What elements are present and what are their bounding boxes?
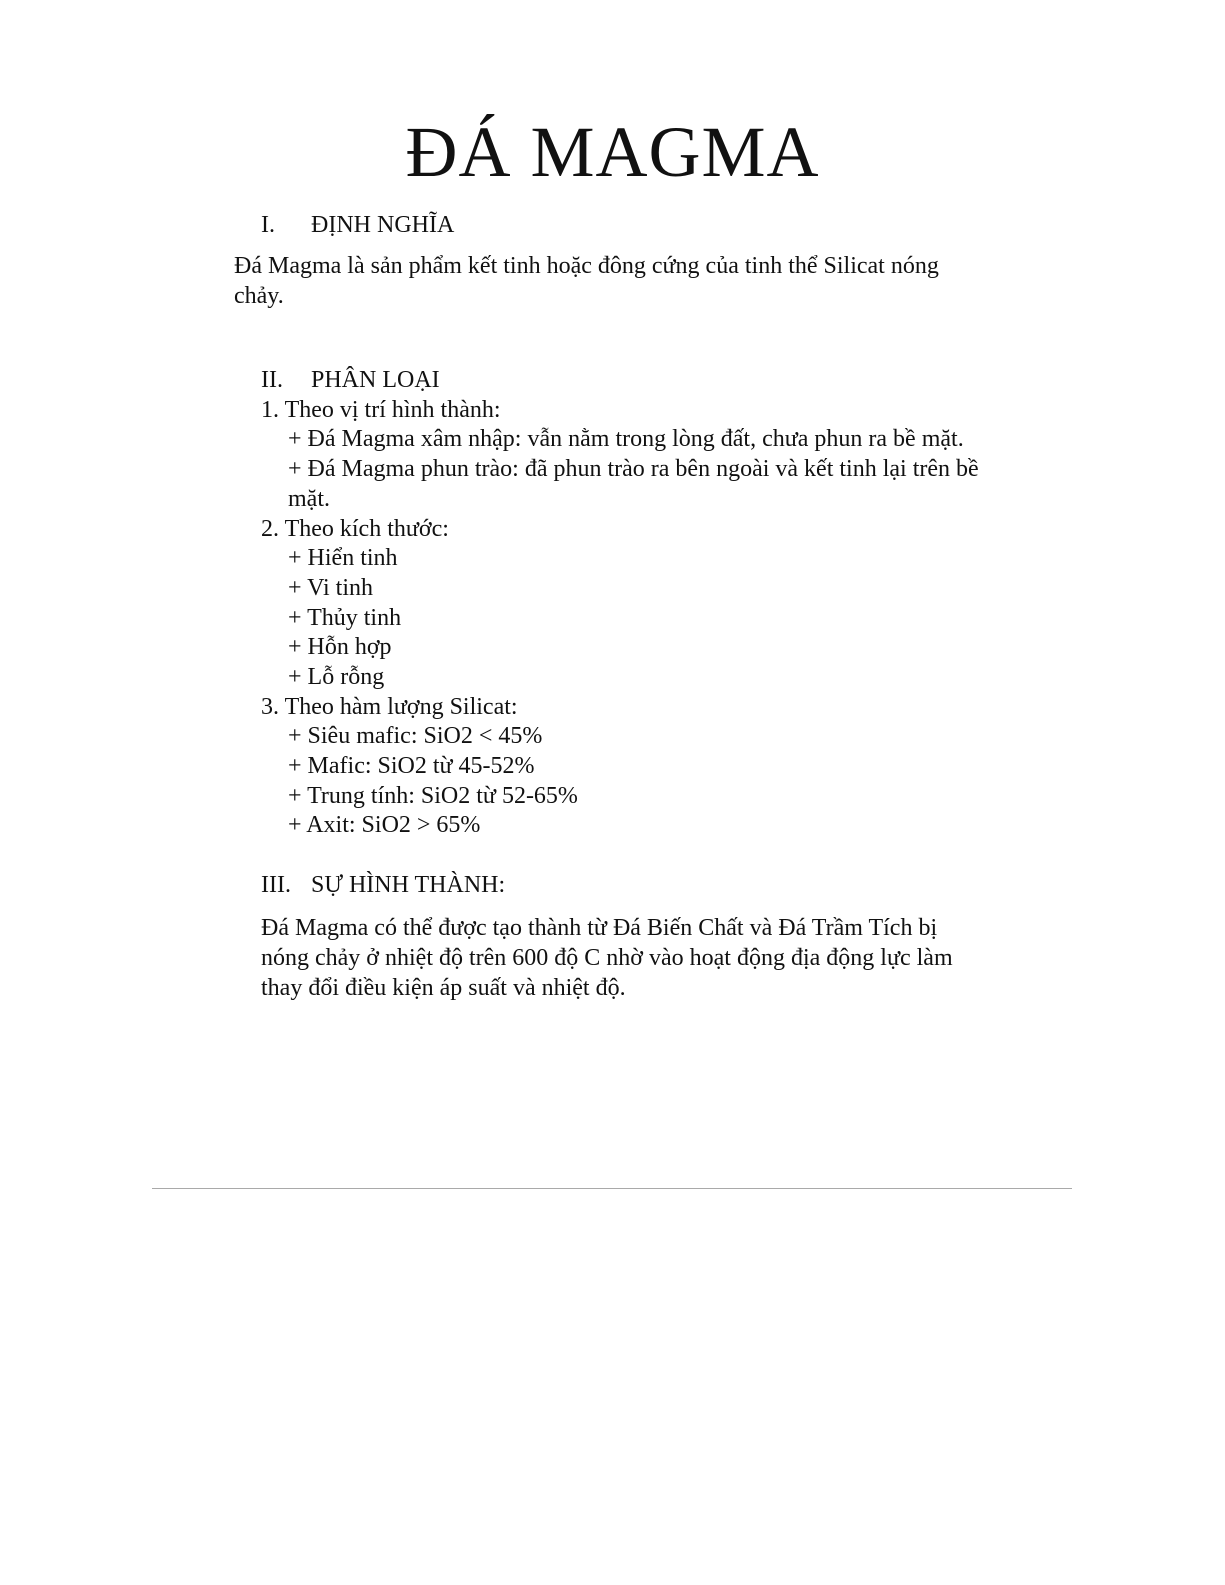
list-item: + Vi tinh [288, 575, 373, 601]
list-group-label: 3. Theo hàm lượng Silicat: [261, 694, 518, 720]
list-item: + Thủy tinh [288, 605, 402, 631]
section-2-number: II. [261, 367, 283, 393]
section-3-paragraph-line: Đá Magma có thể được tạo thành từ Đá Biến Chất và Đá Trầm Tích bị [261, 915, 938, 941]
list-item: + Trung tính: SiO2 từ 52-65% [288, 783, 578, 809]
list-item: + Đá Magma phun trào: đã phun trào ra bên ngoài và kết tinh lại trên bề [288, 456, 979, 482]
list-item: + Lỗ rỗng [288, 664, 385, 690]
list-group-label: 2. Theo kích thước: [261, 516, 449, 542]
list-item: + Mafic: SiO2 từ 45-52% [288, 753, 535, 779]
section-1-paragraph-line: chảy. [234, 283, 284, 309]
section-1-title: ĐỊNH NGHĨA [311, 212, 455, 238]
list-item: + Hỗn hợp [288, 634, 392, 660]
section-1-heading [261, 210, 454, 240]
document-title: ĐÁ MAGMA [405, 112, 820, 192]
page-break-divider [152, 1188, 1072, 1189]
list-item: mặt. [288, 486, 330, 512]
section-3-paragraph-line: thay đổi điều kiện áp suất và nhiệt độ. [261, 975, 626, 1001]
section-1-number: I. [261, 212, 275, 238]
list-item: + Đá Magma xâm nhập: vẫn nằm trong lòng đất, chưa phun ra bề mặt. [288, 426, 964, 452]
section-2-heading [261, 365, 440, 395]
list-group-label: 1. Theo vị trí hình thành: [261, 397, 501, 423]
list-item: + Hiển tinh [288, 545, 398, 571]
section-3-title: SỰ HÌNH THÀNH: [311, 872, 506, 898]
section-2-title: PHÂN LOẠI [311, 367, 440, 393]
section-3-heading [261, 870, 505, 900]
section-3-paragraph-line: nóng chảy ở nhiệt độ trên 600 độ C nhờ vào hoạt động địa động lực làm [261, 945, 953, 971]
list-item: + Axit: SiO2 > 65% [288, 812, 481, 838]
section-1-paragraph-line: Đá Magma là sản phẩm kết tinh hoặc đông cứng của tinh thể Silicat nóng [234, 253, 939, 279]
section-3-number: III. [261, 872, 291, 898]
list-item: + Siêu mafic: SiO2 < 45% [288, 723, 543, 749]
